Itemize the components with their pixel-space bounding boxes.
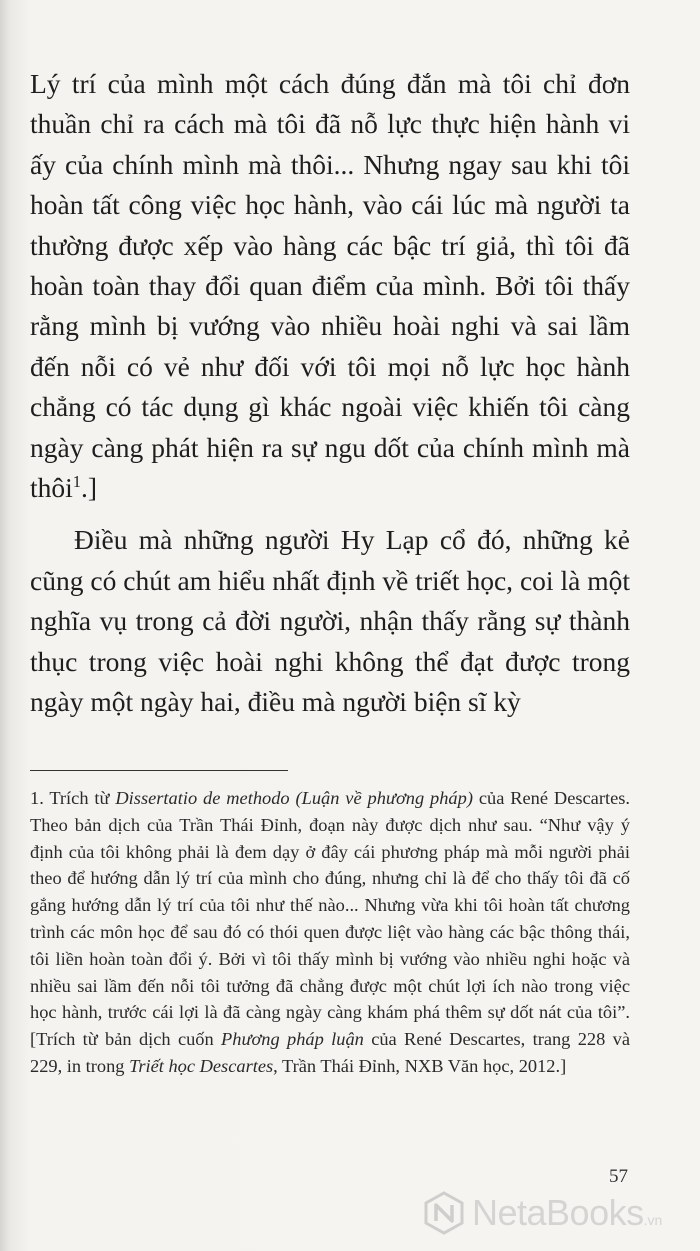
- footnote-text-3: , Trần Thái Đỉnh, NXB Văn học, 2012.]: [273, 1055, 567, 1076]
- netabooks-logo-icon: [422, 1191, 466, 1235]
- footnote-reference: 1: [72, 471, 82, 491]
- watermark-suffix: .vn: [643, 1212, 663, 1228]
- footnote-work-title: Dissertatio de methodo (Luận về phương pháp): [115, 788, 473, 808]
- footnote-divider: [30, 770, 288, 771]
- watermark-brand: NetaBooks: [472, 1192, 644, 1233]
- footnote: [30, 785, 630, 1080]
- footnote-text-2: của René Descartes, trang 228 và 229, in trong: [30, 1029, 630, 1076]
- footnote-text-1: của René Descartes. Theo bản dịch của Trần Thái Đỉnh, đoạn này được dịch như sau. “Như vậy ý định của tôi không phải là đem dạy ở đây cái phương pháp mà mỗi người phải theo để hướng dẫn lý trí của mình cho đúng, nhưng chỉ là để cho thấy tôi đã cố gắng hướng dẫn lý trí của tôi như thế nào... Nhưng vừa khi tôi hoàn tất chương trình các môn học để sau đó có thói quen được liệt vào hàng các bậc thông thái, tôi liền hoàn toàn đổi ý. Bởi vì tôi thấy mình bị vướng vào nhiều nghi hoặc và nhiều sai lầm đến nỗi tôi tưởng đã chẳng được một chút lợi ích nào trong việc học hành, trước cái lợi là đã càng ngày càng khám phá thêm sự dốt nát của tôi”. [Trích từ bản dịch cuốn: [30, 788, 630, 1050]
- watermark-logo: [422, 1188, 694, 1238]
- paragraph-1-text: Lý trí của mình một cách đúng đắn mà tôi chỉ đơn thuần chỉ ra cách mà tôi đã nỗ lực thực hiện hành vi ấy của chính mình mà thôi... Nhưng ngay sau khi tôi hoàn tất công việc học hành, vào cái lúc mà người ta thường được xếp vào hàng các bậc trí giả, thì tôi đã hoàn toàn thay đổi quan điểm của mình. Bởi tôi thấy rằng mình bị vướng vào nhiều hoài nghi và sai lầm đến nỗi có vẻ như đối với tôi mọi nỗ lực học hành chẳng có tác dụng gì khác ngoài việc khiến tôi càng ngày càng phát hiện ra sự ngu dốt của chính mình mà thôi: [30, 68, 630, 504]
- paragraph-2: Điều mà những người Hy Lạp cổ đó, những kẻ cũng có chút am hiểu nhất định về triết học, coi là một nghĩa vụ trong cả đời người, nhận thấy rằng sự thành thục trong việc hoài nghi không thể đạt được trong ngày một ngày hai, điều mà người biện sĩ kỳ: [30, 524, 630, 718]
- main-text: [30, 64, 630, 723]
- page-number: 57: [609, 1166, 628, 1187]
- paragraph-1-end: .]: [81, 472, 98, 504]
- footnote-collection-title: Triết học Descartes: [129, 1055, 274, 1076]
- paragraph-1: [30, 64, 630, 508]
- footnote-lead: 1. Trích từ: [30, 788, 116, 808]
- footnote-book-title: Phương pháp luận: [221, 1029, 364, 1050]
